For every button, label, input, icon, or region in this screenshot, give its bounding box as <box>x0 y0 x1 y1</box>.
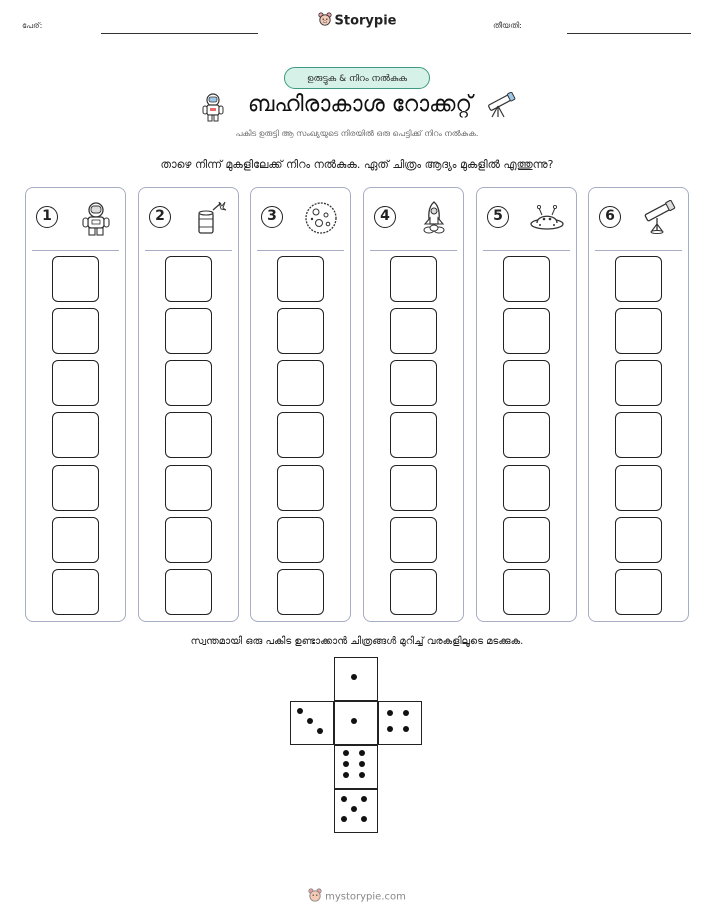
page-title: ബഹിരാകാശ റോക്കറ്റ് <box>247 92 473 117</box>
brand-name: Storypie <box>334 13 397 29</box>
die-pip <box>343 761 349 767</box>
color-box[interactable] <box>165 465 212 511</box>
rocket-launch-icon <box>416 200 452 236</box>
column-6 <box>588 187 689 622</box>
color-box[interactable] <box>503 360 550 406</box>
column-number: 4 <box>374 206 396 228</box>
color-box[interactable] <box>165 412 212 458</box>
color-box[interactable] <box>52 569 99 615</box>
color-box[interactable] <box>615 308 662 354</box>
color-box[interactable] <box>277 308 324 354</box>
die-pip <box>351 718 357 724</box>
color-box[interactable] <box>52 360 99 406</box>
die-pip <box>307 718 313 724</box>
column-divider <box>145 250 232 251</box>
die-face-lower <box>334 745 378 789</box>
color-box[interactable] <box>503 465 550 511</box>
color-box[interactable] <box>277 569 324 615</box>
column-divider <box>370 250 457 251</box>
title-telescope-icon <box>484 92 518 118</box>
color-box[interactable] <box>503 308 550 354</box>
column-number: 3 <box>261 206 283 228</box>
color-box[interactable] <box>503 569 550 615</box>
color-box[interactable] <box>390 569 437 615</box>
column-5 <box>476 187 577 622</box>
color-box[interactable] <box>390 360 437 406</box>
brand-logo <box>0 12 714 30</box>
column-divider <box>595 250 682 251</box>
color-box[interactable] <box>615 569 662 615</box>
die-pip <box>387 710 393 716</box>
color-box[interactable] <box>277 465 324 511</box>
color-box[interactable] <box>503 517 550 563</box>
bear-footer-icon <box>308 888 322 905</box>
color-box[interactable] <box>503 412 550 458</box>
die-pip <box>317 728 323 734</box>
telescope-icon <box>641 200 677 236</box>
color-box[interactable] <box>52 465 99 511</box>
footer <box>0 888 714 905</box>
die-pip <box>361 796 367 802</box>
color-box[interactable] <box>165 360 212 406</box>
column-divider <box>483 250 570 251</box>
color-box[interactable] <box>615 256 662 302</box>
color-box[interactable] <box>277 517 324 563</box>
color-box[interactable] <box>390 412 437 458</box>
color-box[interactable] <box>52 412 99 458</box>
die-face-top <box>334 657 378 701</box>
die-pip <box>343 750 349 756</box>
die-pip <box>387 726 393 732</box>
color-box[interactable] <box>165 569 212 615</box>
column-number: 1 <box>36 206 58 228</box>
color-box[interactable] <box>52 308 99 354</box>
column-2 <box>138 187 239 622</box>
die-pip <box>359 761 365 767</box>
color-box[interactable] <box>52 517 99 563</box>
die-pip <box>343 772 349 778</box>
color-box[interactable] <box>390 465 437 511</box>
color-box[interactable] <box>52 256 99 302</box>
instruction-text: താഴെ നിന്ന് മുകളിലേക്ക് നിറം നൽകുക. ഏത് ചിത്രം ആദ്യം മുകളിൽ എത്തുന്നു? <box>160 158 554 171</box>
die-pip <box>359 750 365 756</box>
date-label: തീയതി: <box>493 21 522 30</box>
color-box[interactable] <box>165 256 212 302</box>
die-face-right <box>378 701 422 745</box>
color-box[interactable] <box>503 256 550 302</box>
column-4 <box>363 187 464 622</box>
color-box[interactable] <box>165 517 212 563</box>
die-pip <box>351 806 357 812</box>
column-1 <box>25 187 126 622</box>
color-box[interactable] <box>277 412 324 458</box>
space-food-can-icon <box>191 200 227 236</box>
title-astronaut-icon <box>200 92 226 122</box>
color-box[interactable] <box>277 360 324 406</box>
alien-spaceship-icon <box>529 200 565 236</box>
die-pip <box>341 816 347 822</box>
fold-instruction: സ്വന്തമായി ഒരു പകിട ഉണ്ടാക്കാൻ ചിത്രങ്ങൾ മുറിച്ച് വരകളിലൂടെ മടക്കുക. <box>190 636 524 647</box>
name-label: പേര്: <box>22 21 43 30</box>
die-pip <box>403 710 409 716</box>
die-pip <box>351 674 357 680</box>
column-number: 2 <box>149 206 171 228</box>
column-divider <box>257 250 344 251</box>
die-pip <box>403 726 409 732</box>
footer-url[interactable]: mystorypie.com <box>325 891 406 903</box>
die-face-left <box>290 701 334 745</box>
date-line[interactable] <box>567 33 691 34</box>
die-pip <box>341 796 347 802</box>
color-box[interactable] <box>390 517 437 563</box>
die-pip <box>297 708 303 714</box>
name-line[interactable] <box>101 33 258 34</box>
moon-icon <box>303 200 339 236</box>
color-box[interactable] <box>390 256 437 302</box>
color-box[interactable] <box>615 360 662 406</box>
color-box[interactable] <box>615 465 662 511</box>
die-net <box>290 657 424 835</box>
column-number: 5 <box>487 206 509 228</box>
astronaut-icon <box>78 200 114 236</box>
die-face-bottom <box>334 789 378 833</box>
column-divider <box>32 250 119 251</box>
column-3 <box>250 187 351 622</box>
color-box[interactable] <box>165 308 212 354</box>
die-pip <box>361 816 367 822</box>
die-pip <box>359 772 365 778</box>
page-subtitle: പകിട ഉരുട്ടി ആ സംഖ്യയുടെ നിരയിൽ ഒരു പെട്ടിക്ക് നിറം നൽകുക. <box>235 129 479 138</box>
bear-logo-icon <box>318 12 332 30</box>
activity-badge: ഉരുട്ടുക & നിറം നൽകുക <box>284 67 430 89</box>
color-box[interactable] <box>615 412 662 458</box>
column-number: 6 <box>599 206 621 228</box>
color-box[interactable] <box>390 308 437 354</box>
color-box[interactable] <box>615 517 662 563</box>
die-face-center <box>334 701 378 745</box>
color-box[interactable] <box>277 256 324 302</box>
